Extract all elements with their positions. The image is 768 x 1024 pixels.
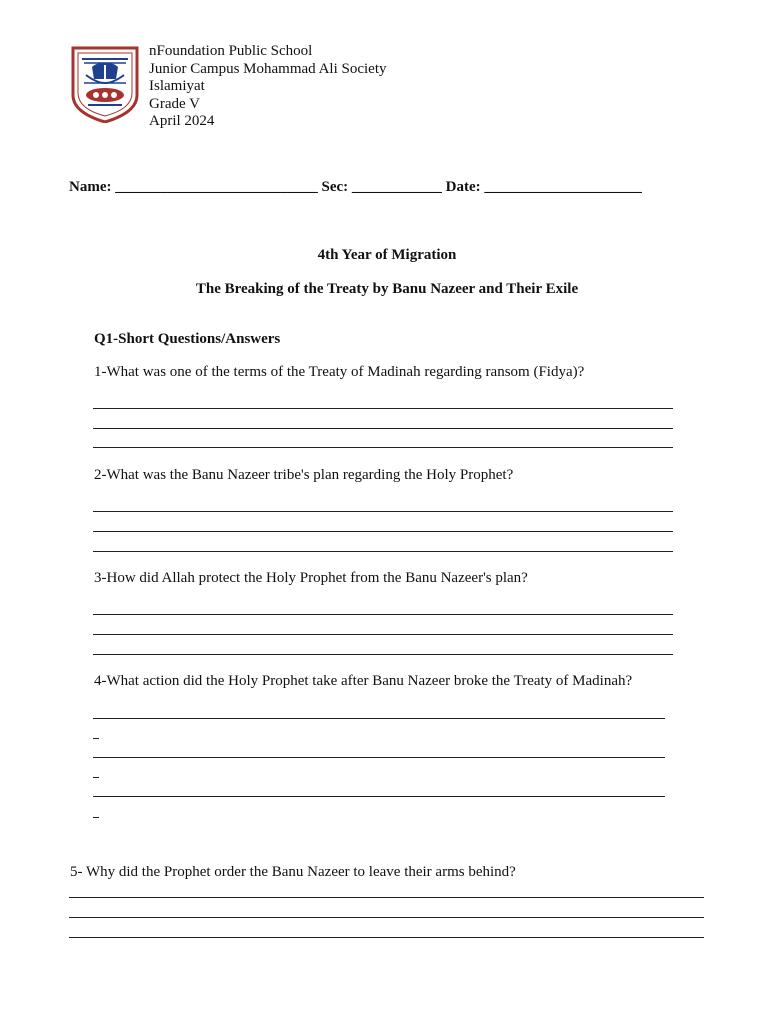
school-crest-logo: [70, 45, 140, 123]
answer-line-q2-2[interactable]: [93, 531, 673, 532]
answer-line-q4-1[interactable]: [93, 718, 665, 719]
sec-blank[interactable]: ____________: [351, 179, 442, 195]
school-name: nFoundation Public School: [149, 43, 313, 59]
question-1: 1-What was one of the terms of the Treaty of Madinah regarding ransom (Fidya)?: [94, 364, 585, 380]
question-5: 5- Why did the Prophet order the Banu Nazeer to leave their arms behind?: [70, 864, 516, 880]
answer-line-q5-3[interactable]: [69, 937, 704, 938]
sec-label: Sec:: [321, 179, 349, 195]
question-3: 3-How did Allah protect the Holy Prophet from the Banu Nazeer's plan?: [94, 570, 528, 586]
worksheet-title: 4th Year of Migration: [317, 247, 457, 263]
answer-line-q1-3[interactable]: [93, 447, 673, 448]
name-blank[interactable]: ___________________________: [115, 179, 318, 195]
date-text: April 2024: [149, 113, 215, 129]
name-label: Name:: [69, 179, 112, 195]
student-info-row: [69, 179, 642, 196]
answer-line-q4-2[interactable]: [93, 757, 665, 758]
answer-line-q3-1[interactable]: [93, 614, 673, 615]
date-blank[interactable]: _____________________: [484, 179, 642, 195]
answer-line-q2-3[interactable]: [93, 551, 673, 552]
answer-dash-q4-3: [93, 817, 99, 818]
answer-line-q5-2[interactable]: [69, 917, 704, 918]
question-4: 4-What action did the Holy Prophet take after Banu Nazeer broke the Treaty of Madinah?: [94, 673, 633, 689]
answer-dash-q4-2: [93, 777, 99, 778]
answer-line-q3-2[interactable]: [93, 634, 673, 635]
question-2: 2-What was the Banu Nazeer tribe's plan regarding the Holy Prophet?: [94, 467, 514, 483]
answer-line-q1-2[interactable]: [93, 428, 673, 429]
answer-line-q4-3[interactable]: [93, 796, 665, 797]
grade-label: Grade V: [149, 95, 200, 112]
answer-line-q5-1[interactable]: [69, 897, 704, 898]
section-heading: Q1-Short Questions/Answers: [94, 331, 281, 347]
answer-line-q3-3[interactable]: [93, 654, 673, 655]
campus-name: Junior Campus Mohammad Ali Society: [149, 60, 387, 77]
answer-dash-q4-1: [93, 738, 99, 739]
subject-name: Islamiyat: [149, 78, 205, 94]
answer-line-q2-1[interactable]: [93, 511, 673, 512]
worksheet-topic: The Breaking of the Treaty by Banu Nazeer and Their Exile: [195, 281, 579, 297]
date-label: Date:: [445, 179, 481, 195]
answer-line-q1-1[interactable]: [93, 408, 673, 409]
